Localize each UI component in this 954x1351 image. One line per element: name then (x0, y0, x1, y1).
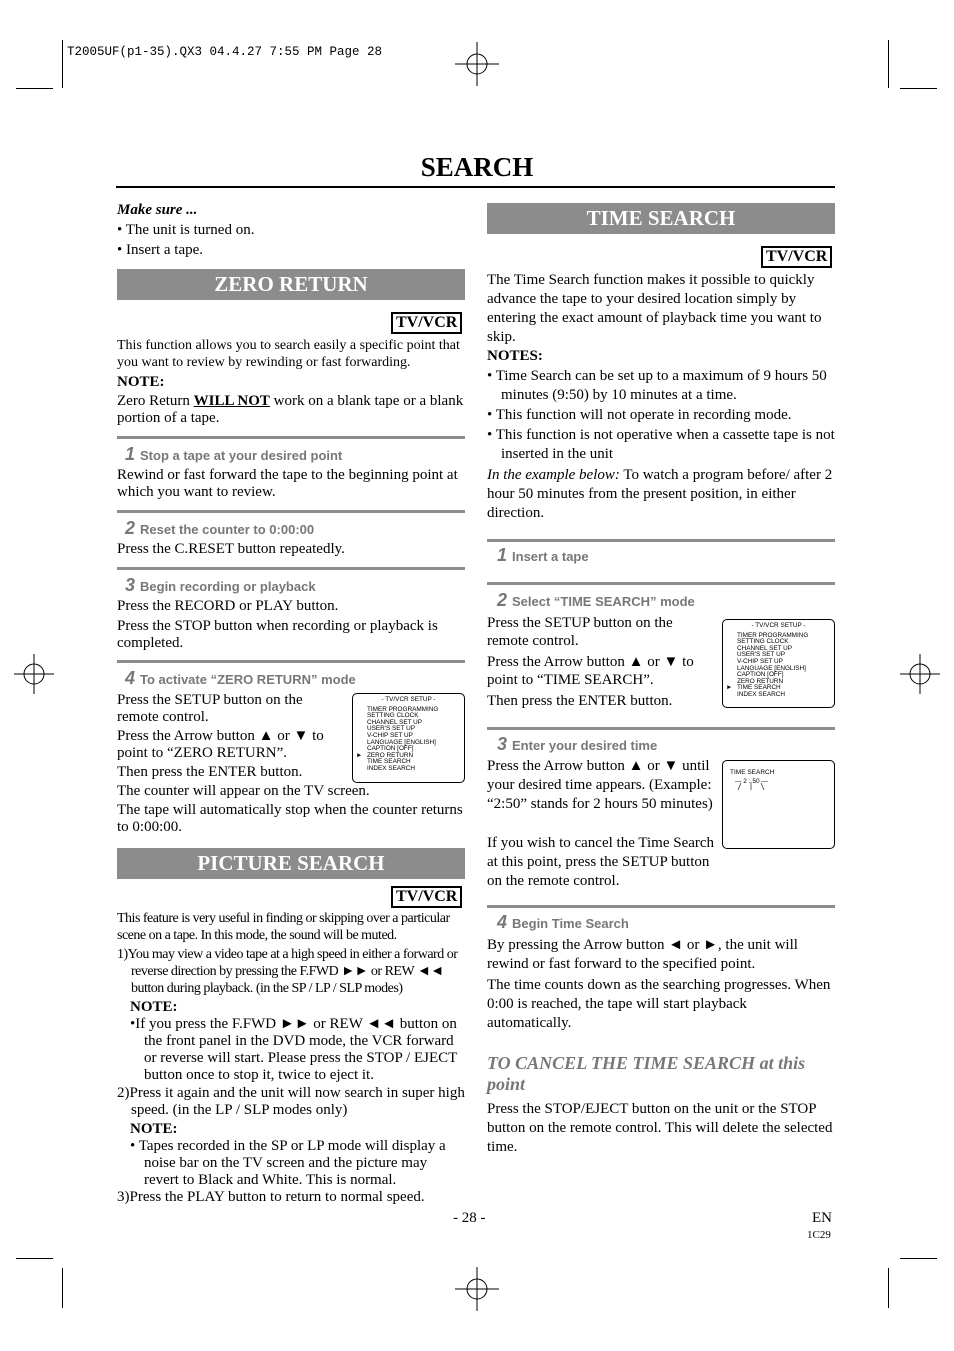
menu-item: CAPTION [OFF] (737, 671, 784, 679)
tv-screen-zero-return: - TV/VCR SETUP - TIMER PROGRAMMING SETTING CLOCK CHANNEL SET UP USER'S SET UP V-CHIP SET UP LANGUAGE [ENGLISH] CAPTION [OFF] ► ZERO RETURN TIME SEARCH INDEX SEARCH (352, 693, 465, 783)
step-divider (487, 727, 835, 730)
page-title: SEARCH (420, 152, 534, 182)
tv-screen-time-search-menu: - TV/VCR SETUP - TIMER PROGRAMMING SETTING CLOCK CHANNEL SET UP USER'S SET UP V-CHIP SET UP LANGUAGE [ENGLISH] CAPTION [OFF] ZERO RETURN ► TIME SEARCH INDEX SEARCH (722, 619, 835, 708)
zero-return-header: ZERO RETURN (117, 269, 465, 300)
zero-step-3-body: Press the RECORD or PLAY button. Press the STOP button when recording or playback is completed. (117, 598, 438, 651)
tv-vcr-badge: TV/VCR (391, 886, 462, 908)
make-sure-block (117, 200, 457, 260)
menu-item: ► TIME SEARCH (726, 684, 781, 692)
menu-item: LANGUAGE [ENGLISH] (737, 664, 806, 672)
menu-item: ► ZERO RETURN (356, 751, 414, 759)
time-step-1-heading: 1 Insert a tape (497, 545, 589, 565)
zero-return-note-label: NOTE: (117, 374, 165, 390)
time-search-intro: The Time Search function makes it possible to quickly advance the tape to your desired location simply by entering the exact amount of playback time you want to skip. (487, 272, 822, 345)
zero-step-3-heading: 3 Begin recording or playback (125, 575, 316, 595)
picture-search-note-label: NOTE: (130, 1121, 178, 1137)
step-divider (117, 660, 465, 663)
print-slug: T2005UF(p1-35).QX3 04.4.27 7:55 PM Page 28 (67, 45, 383, 59)
tv-vcr-badge: TV/VCR (761, 246, 832, 268)
time-search-header: TIME SEARCH (487, 203, 835, 234)
time-search-notes: • Time Search can be set up to a maximum of 9 hours 50 minutes (9:50) by 10 minutes at a time. • This function will not operate in recording mode. • This function is not operative when a cassette tape is not inserted in the unit (487, 368, 835, 462)
picture-search-item-1: 1)You may view a video tape at a high speed in either a forward or reverse direction by pressing the F.FWD ►► or REW ◄◄ button during playback. (in the SP / LP / SLP modes) (117, 947, 458, 996)
time-step-3-heading: 3 Enter your desired time (497, 734, 658, 754)
zero-step-1-body: Rewind or fast forward the tape to the beginning point at which you want to review. (117, 467, 458, 500)
zero-step-4-result: The counter will appear on the TV screen. The tape will automatically stop when the counter returns to 0:00:00. (117, 783, 463, 835)
zero-step-1-heading: 1 Stop a tape at your desired point (125, 444, 343, 464)
menu-item: V-CHIP SET UP (737, 657, 783, 665)
menu-item: TIMER PROGRAMMING (737, 631, 809, 639)
picture-search-header: PICTURE SEARCH (117, 848, 465, 879)
time-step-2-body: Press the SETUP button on the remote control. Press the Arrow button ▲ or ▼ to point to “TIME SEARCH”. Then press the ENTER button. (487, 615, 694, 709)
time-step-2-heading: 2 Select “TIME SEARCH” mode (497, 590, 695, 610)
menu-item: USER'S SET UP (737, 651, 785, 659)
picture-search-note-1: •If you press the F.FWD ►► or REW ◄◄ button on the front panel in the DVD mode, the VCR forward or reverse will start. Please press the STOP / EJECT button once to stop it, twice to eject it. (130, 1016, 458, 1083)
page-number: - 28 - (453, 1210, 486, 1226)
cancel-time-search-heading: TO CANCEL THE TIME SEARCH at this point (487, 1053, 806, 1094)
cursor-arrow-icon: ► (356, 751, 363, 759)
time-step-3-body-2: If you wish to cancel the Time Search at this point, press the SETUP button on the remote control. (487, 835, 715, 889)
menu-item: CHANNEL SET UP (367, 718, 423, 726)
registration-mark-bottom (455, 1267, 499, 1311)
step-divider (487, 539, 835, 542)
menu-item: V-CHIP SET UP (367, 731, 413, 739)
cancel-time-search-body: Press the STOP/EJECT button on the unit or the STOP button on the remote control. This will delete the selected time. (487, 1101, 833, 1155)
make-sure-item: • Insert a tape. (117, 242, 204, 258)
step-divider (117, 510, 465, 513)
zero-step-2-body: Press the C.RESET button repeatedly. (117, 541, 345, 557)
menu-item: USER'S SET UP (367, 725, 415, 733)
step-divider (487, 905, 835, 908)
zero-return-intro: This function allows you to search easily a specific point that you want to review by rewinding or fast forwarding. (117, 338, 460, 370)
picture-search-note-label: NOTE: (130, 999, 178, 1015)
registration-mark-top (455, 42, 499, 86)
title-rule (116, 186, 835, 188)
menu-item: SETTING CLOCK (367, 712, 419, 720)
tv-vcr-badge: TV/VCR (391, 312, 462, 334)
picture-search-note-2: • Tapes recorded in the SP or LP mode will display a noise bar on the TV screen and the picture may revert to Black and White. This is normal. (130, 1138, 446, 1188)
time-step-4-body: By pressing the Arrow button ◄ or ►, the unit will rewind or fast forward to the specified point. The time counts down as the searching progresses. When 0:00 is reached, the tape will start playback automatically. (487, 937, 831, 1031)
zero-step-2-heading: 2 Reset the counter to 0:00:00 (125, 518, 315, 538)
menu-item: TIME SEARCH (367, 758, 411, 766)
menu-item: INDEX SEARCH (367, 764, 415, 772)
language-code: EN (812, 1210, 832, 1226)
menu-item: ZERO RETURN (737, 677, 784, 685)
make-sure-heading: Make sure ... (117, 202, 198, 218)
menu-item: CAPTION [OFF] (367, 745, 414, 753)
picture-search-item-3: 3)Press the PLAY button to return to normal speed. (117, 1189, 425, 1205)
zero-return-note: Zero Return WILL NOT work on a blank tape or a blank portion of a tape. (117, 393, 464, 426)
blink-indicator-icon (737, 782, 767, 792)
tv-screen-time-search-osd: TIME SEARCH — 2 : 50 — (722, 760, 835, 849)
picture-search-intro: This feature is very useful in finding or skipping over a particular scene on a tape. In this mode, the sound will be muted. (117, 911, 450, 943)
make-sure-item: • The unit is turned on. (117, 222, 255, 238)
step-divider (487, 582, 835, 585)
menu-item: TIMER PROGRAMMING (367, 705, 439, 713)
registration-mark-right (900, 654, 940, 694)
menu-item: INDEX SEARCH (737, 690, 785, 698)
time-step-3-body-1: Press the Arrow button ▲ or ▼ until your desired time appears. (Example: “2:50” stands for 2 hours 50 minutes) (487, 758, 713, 812)
menu-item: SETTING CLOCK (737, 638, 789, 646)
zero-step-4-heading: 4 To activate “ZERO RETURN” mode (125, 668, 356, 688)
time-search-notes-label: NOTES: (487, 348, 543, 364)
zero-step-4-body: Press the SETUP button on the remote control. Press the Arrow button ▲ or ▼ to point to “ZERO RETURN”. Then press the ENTER button. (117, 692, 324, 780)
picture-search-item-2: 2)Press it again and the unit will now search in super high speed. (in the LP / SLP modes only) (117, 1085, 465, 1118)
step-divider (117, 567, 465, 570)
step-divider (117, 436, 465, 439)
menu-item: LANGUAGE [ENGLISH] (367, 738, 436, 746)
registration-mark-left (14, 654, 54, 694)
time-search-example: In the example below: To watch a program before/ after 2 hour 50 minutes from the present position, in either direction. (487, 467, 833, 521)
cursor-arrow-icon: ► (726, 684, 733, 692)
doc-code: 1C29 (807, 1229, 831, 1241)
time-step-4-heading: 4 Begin Time Search (497, 912, 629, 932)
menu-item: CHANNEL SET UP (737, 644, 793, 652)
